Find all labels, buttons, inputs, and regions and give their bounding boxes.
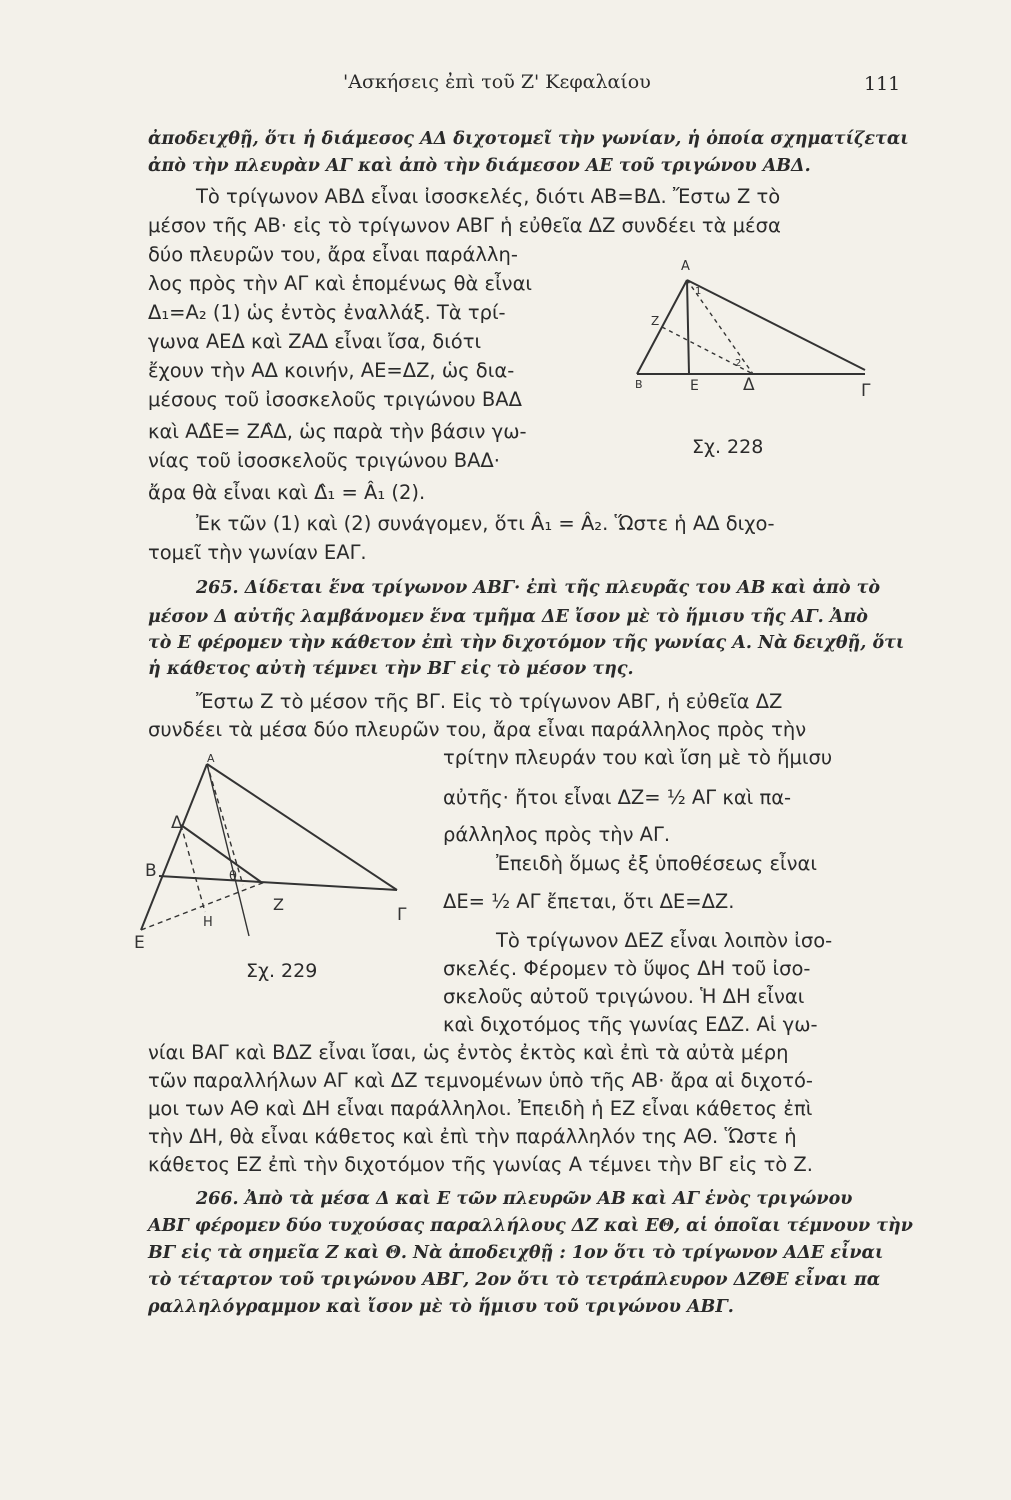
- problem-265-text: μέσον Δ αὐτῆς λαμβάνομεν ἕνα τμῆμα ΔΕ ἴσον μὲ τὸ ἥμισυ τῆς ΑΓ. Ἀπὸ: [148, 607, 868, 627]
- page-number: 111: [864, 73, 901, 95]
- figure-228-caption: Σχ. 228: [692, 436, 764, 458]
- text-line: σκελές. Φέρομεν τὸ ὕψος ΔΗ τοῦ ἰσο-: [443, 957, 811, 980]
- text-line: τρίτην πλευράν του καὶ ἴση μὲ τὸ ἥμισυ: [443, 746, 833, 769]
- fig228-label: B: [635, 378, 643, 391]
- fig228-label: Z: [651, 314, 660, 328]
- text-line: τὴν ΔΗ, θὰ εἶναι κάθετος καὶ ἐπὶ τὴν παράλληλόν της ΑΘ. Ὥστε ἡ: [148, 1125, 797, 1148]
- problem-265-text: τὸ Ε φέρομεν τὴν κάθετον ἐπὶ τὴν διχοτόμον τῆς γωνίας Α. Νὰ δειχθῇ, ὅτι: [148, 633, 905, 653]
- fig228-label: A: [681, 259, 690, 274]
- text-line: Δ₁=Α₂ (1) ὡς ἐντὸς ἐναλλάξ. Τὰ τρί-: [148, 301, 506, 324]
- text-line: μοι των ΑΘ καὶ ΔΗ εἶναι παράλληλοι. Ἐπειδὴ ἡ ΕΖ εἶναι κάθετος ἐπὶ: [148, 1097, 813, 1120]
- text-line: κάθετος ΕΖ ἐπὶ τὴν διχοτόμον τῆς γωνίας Α τέμνει τὴν ΒΓ εἰς τὸ Ζ.: [148, 1153, 813, 1176]
- fig228-label: E: [690, 378, 699, 394]
- problem-266-text: ΑΒΓ φέρομεν δύο τυχούσας παραλλήλους ΔΖ καὶ ΕΘ, αἱ ὁποῖαι τέμνουν τὴν: [148, 1216, 913, 1236]
- text-line: τομεῖ τὴν γωνίαν ΕΑΓ.: [148, 541, 367, 564]
- text-line: Τὸ τρίγωνον ΔΕΖ εἶναι λοιπὸν ἰσο-: [496, 929, 833, 952]
- fig228-label: 2: [735, 358, 742, 369]
- text-line: Ἐπειδὴ ὅμως ἐξ ὑποθέσεως εἶναι: [496, 852, 817, 875]
- figure-228-diagram: [625, 250, 885, 400]
- text-line: ΔΕ= ½ ΑΓ ἔπεται, ὅτι ΔΕ=ΔΖ.: [443, 890, 735, 913]
- text-line: ράλληλος πρὸς τὴν ΑΓ.: [443, 823, 671, 846]
- problem-266-text: 266. Ἀπὸ τὰ μέσα Δ καὶ Ε τῶν πλευρῶν ΑΒ καὶ ΑΓ ἑνὸς τριγώνου: [196, 1189, 853, 1209]
- text-line: δύο πλευρῶν του, ἄρα εἶναι παράλλη-: [148, 243, 518, 266]
- problem-265-text: 265. Δίδεται ἕνα τρίγωνον ΑΒΓ· ἐπὶ τῆς πλευρᾶς του ΑΒ καὶ ἀπὸ τὸ: [196, 578, 881, 598]
- fig228-label: 1: [695, 286, 702, 297]
- fig229-label: θ: [229, 869, 237, 884]
- fig229-label: H: [203, 915, 213, 930]
- text-line: μέσον τῆς ΑΒ· εἰς τὸ τρίγωνον ΑΒΓ ἡ εὐθεῖα ΔΖ συνδέει τὰ μέσα: [148, 214, 781, 237]
- fig229-label: Z: [273, 895, 284, 914]
- text-line: ἔχουν τὴν ΑΔ κοινήν, ΑΕ=ΔΖ, ὡς δια-: [148, 359, 515, 382]
- problem-266-text: ραλληλόγραμμον καὶ ἴσον μὲ τὸ ἥμισυ τοῦ τριγώνου ΑΒΓ.: [148, 1297, 734, 1317]
- text-line: μέσους τοῦ ἰσοσκελοῦς τριγώνου ΒΑΔ: [148, 388, 522, 411]
- figure-229-diagram: [125, 750, 425, 950]
- text-line: Τὸ τρίγωνον ΑΒΔ εἶναι ἰσοσκελές, διότι ΑΒ=ΒΔ. Ἔστω Ζ τὸ: [196, 185, 781, 208]
- fig229-label: Γ: [397, 905, 407, 925]
- text-line: ἀπὸ τὴν πλευρὰν ΑΓ καὶ ἀπὸ τὴν διάμεσον ΑΕ τοῦ τριγώνου ΑΒΔ.: [148, 156, 811, 176]
- text-line: συνδέει τὰ μέσα δύο πλευρῶν του, ἄρα εἶναι παράλληλος πρὸς τὴν: [148, 718, 807, 741]
- fig228-label: Δ: [743, 375, 755, 395]
- fig229-label: E: [134, 933, 145, 950]
- problem-266-text: ΒΓ εἰς τὰ σημεῖα Ζ καὶ Θ. Νὰ ἀποδειχθῇ : 1ον ὅτι τὸ τρίγωνον ΑΔΕ εἶναι: [148, 1243, 884, 1263]
- text-line: σκελοῦς αὐτοῦ τριγώνου. Ἡ ΔΗ εἶναι: [443, 985, 805, 1008]
- text-line: τῶν παραλλήλων ΑΓ καὶ ΔΖ τεμνομένων ὑπὸ τῆς ΑΒ· ἄρα αἱ διχοτό-: [148, 1069, 813, 1092]
- fig228-label: Γ: [861, 381, 871, 400]
- text-line: καὶ ΑΔ̂Ε= ΖΑ̂Δ, ὡς παρὰ τὴν βάσιν γω-: [148, 420, 527, 443]
- text-line: λος πρὸς τὴν ΑΓ καὶ ἑπομένως θὰ εἶναι: [148, 272, 533, 295]
- text-line: Ἐκ τῶν (1) καὶ (2) συνάγομεν, ὅτι Â₁ = Â₂. Ὥστε ἡ ΑΔ διχο-: [196, 512, 775, 535]
- problem-265-text: ἡ κάθετος αὐτὴ τέμνει τὴν ΒΓ εἰς τὸ μέσον της.: [148, 659, 634, 679]
- figure-229-caption: Σχ. 229: [246, 960, 318, 982]
- text-line: νίαι ΒΑΓ καὶ ΒΔΖ εἶναι ἴσαι, ὡς ἐντὸς ἐκτὸς καὶ ἐπὶ τὰ αὐτὰ μέρη: [148, 1041, 789, 1064]
- page-header-title: 'Ασκήσεις ἐπὶ τοῦ Ζ' Κεφαλαίου: [343, 71, 651, 93]
- fig229-label: B: [145, 861, 157, 881]
- text-line: καὶ διχοτόμος τῆς γωνίας ΕΔΖ. Αἱ γω-: [443, 1013, 818, 1036]
- text-line: νίας τοῦ ἰσοσκελοῦς τριγώνου ΒΑΔ·: [148, 449, 500, 472]
- text-line: ἀποδειχθῇ, ὅτι ἡ διάμεσος ΑΔ διχοτομεῖ τὴν γωνίαν, ἡ ὁποία σχηματίζεται: [148, 129, 909, 149]
- text-line: αὐτῆς· ἤτοι εἶναι ΔΖ= ½ ΑΓ καὶ πα-: [443, 786, 792, 809]
- fig229-label: A: [207, 752, 215, 765]
- text-line: Ἔστω Ζ τὸ μέσον τῆς ΒΓ. Εἰς τὸ τρίγωνον ΑΒΓ, ἡ εὐθεῖα ΔΖ: [196, 690, 783, 713]
- problem-266-text: τὸ τέταρτον τοῦ τριγώνου ΑΒΓ, 2ον ὅτι τὸ τετράπλευρον ΔΖΘΕ εἶναι πα: [148, 1270, 881, 1290]
- text-line: γωνα ΑΕΔ καὶ ΖΑΔ εἶναι ἴσα, διότι: [148, 330, 482, 353]
- text-line: ἄρα θὰ εἶναι καὶ Δ̂₁ = Â₁ (2).: [148, 481, 426, 504]
- fig229-label: Δ: [171, 813, 183, 833]
